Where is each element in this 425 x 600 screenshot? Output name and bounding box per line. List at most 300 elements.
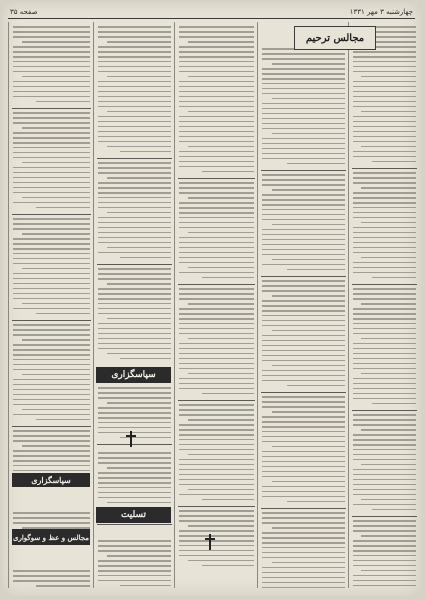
text-line — [262, 143, 345, 145]
text-line — [13, 384, 90, 386]
text-line — [13, 517, 90, 519]
text-line — [262, 587, 345, 588]
text-line — [13, 575, 90, 577]
text-line — [353, 172, 416, 174]
text-line — [262, 58, 345, 60]
text-line — [179, 434, 254, 436]
text-line — [262, 582, 345, 584]
text-line — [179, 353, 254, 355]
text-line — [179, 429, 254, 431]
text-line — [262, 355, 345, 357]
text-line — [13, 414, 90, 416]
section-divider — [178, 400, 255, 401]
text-line — [262, 441, 345, 443]
text-block — [353, 414, 416, 514]
text-line — [179, 474, 254, 476]
text-line — [372, 509, 416, 511]
text-line — [353, 479, 416, 481]
text-line — [262, 577, 345, 579]
text-line — [188, 146, 254, 148]
text-block — [13, 324, 90, 424]
text-line — [353, 363, 416, 365]
text-line — [353, 545, 416, 547]
text-line — [13, 172, 90, 174]
text-line — [13, 354, 90, 356]
text-line — [13, 31, 90, 33]
text-line — [179, 222, 254, 224]
text-line — [98, 570, 171, 572]
text-line — [353, 288, 416, 290]
text-line — [262, 360, 345, 362]
text-block — [353, 172, 416, 282]
text-line — [353, 232, 416, 234]
text-line — [353, 71, 416, 73]
text-line — [188, 419, 254, 421]
text-line — [13, 253, 90, 255]
text-line — [120, 257, 171, 259]
text-line — [13, 324, 90, 326]
text-line — [179, 96, 254, 98]
text-line — [353, 398, 416, 400]
text-line — [179, 378, 254, 380]
text-line — [262, 108, 345, 110]
text-line — [179, 86, 254, 88]
text-line — [98, 101, 171, 103]
text-line — [179, 515, 254, 517]
text-line — [353, 358, 416, 360]
text-line — [98, 293, 171, 295]
text-line — [22, 268, 90, 270]
text-line — [262, 83, 345, 85]
column-2 — [257, 22, 349, 588]
text-line — [287, 501, 345, 503]
cross-icon — [205, 534, 215, 550]
text-line — [98, 197, 171, 199]
text-line — [262, 320, 345, 322]
text-line — [361, 338, 416, 340]
text-line — [262, 456, 345, 458]
text-line — [353, 318, 416, 320]
text-line — [353, 308, 416, 310]
text-block — [179, 182, 254, 282]
section-divider — [352, 284, 417, 285]
text-line — [98, 182, 171, 184]
text-line — [98, 550, 171, 552]
text-line — [272, 295, 345, 297]
text-line — [98, 162, 171, 164]
text-line — [98, 472, 171, 474]
text-line — [361, 464, 416, 466]
text-line — [353, 434, 416, 436]
text-line — [372, 277, 416, 279]
text-line — [353, 328, 416, 330]
text-line — [188, 373, 254, 375]
text-line — [98, 343, 171, 345]
text-block — [179, 404, 254, 504]
section-divider — [261, 508, 346, 509]
section-divider — [352, 168, 417, 169]
text-line — [13, 389, 90, 391]
text-line — [179, 136, 254, 138]
text-line — [179, 262, 254, 264]
text-line — [353, 136, 416, 138]
text-line — [353, 323, 416, 325]
text-line — [262, 401, 345, 403]
text-line — [272, 98, 345, 100]
text-line — [353, 504, 416, 506]
text-line — [36, 207, 90, 209]
issue-date: چهارشنبه ۳ مهر ۱۳۳۱ — [349, 8, 413, 16]
text-line — [262, 542, 345, 544]
text-line — [179, 520, 254, 522]
heading-tasliyat: تسلیت — [96, 507, 171, 523]
text-line — [361, 535, 416, 537]
text-line — [272, 446, 345, 448]
text-line — [107, 41, 171, 43]
text-line — [22, 162, 90, 164]
text-line — [179, 288, 254, 290]
text-line — [98, 237, 171, 239]
text-line — [353, 141, 416, 143]
text-line — [179, 293, 254, 295]
text-block — [353, 288, 416, 408]
text-line — [13, 167, 90, 169]
text-line — [13, 112, 90, 114]
text-line — [107, 467, 171, 469]
text-line — [13, 379, 90, 381]
text-line — [353, 116, 416, 118]
heading-sepasgozari-1: سپاسگزاری — [96, 367, 171, 383]
text-line — [353, 96, 416, 98]
text-line — [120, 585, 171, 587]
text-line — [13, 46, 90, 48]
text-line — [188, 454, 254, 456]
text-line — [353, 444, 416, 446]
text-line — [179, 26, 254, 28]
heading-sepasgozari-2: سپاسگزاری — [12, 473, 90, 487]
text-line — [262, 209, 345, 211]
text-line — [262, 471, 345, 473]
text-line — [13, 238, 90, 240]
text-line — [188, 489, 254, 491]
text-line — [179, 61, 254, 63]
text-line — [262, 345, 345, 347]
text-line — [13, 364, 90, 366]
text-line — [262, 68, 345, 70]
text-block — [98, 162, 171, 262]
text-line — [353, 293, 416, 295]
text-line — [98, 575, 171, 577]
text-line — [107, 318, 171, 320]
text-line — [188, 560, 254, 562]
text-line — [353, 525, 416, 527]
text-line — [353, 459, 416, 461]
text-line — [36, 419, 90, 421]
text-line — [262, 249, 345, 251]
text-line — [98, 116, 171, 118]
text-line — [13, 66, 90, 68]
column-4 — [93, 22, 175, 588]
text-block — [262, 512, 345, 588]
text-line — [353, 197, 416, 199]
text-line — [98, 217, 171, 219]
section-divider — [12, 426, 91, 427]
text-line — [98, 482, 171, 484]
text-line — [272, 411, 345, 413]
section-divider — [178, 284, 255, 285]
text-line — [361, 257, 416, 259]
text-line — [179, 540, 254, 542]
text-line — [262, 572, 345, 574]
text-line — [179, 31, 254, 33]
text-line — [107, 177, 171, 179]
text-line — [22, 303, 90, 305]
text-line — [353, 182, 416, 184]
text-line — [13, 334, 90, 336]
text-line — [202, 393, 255, 395]
text-line — [272, 527, 345, 529]
text-line — [188, 111, 254, 113]
text-line — [179, 242, 254, 244]
text-line — [353, 449, 416, 451]
text-line — [98, 71, 171, 73]
text-line — [262, 88, 345, 90]
text-line — [98, 227, 171, 229]
text-line — [13, 243, 90, 245]
text-line — [353, 575, 416, 577]
text-line — [36, 585, 90, 587]
text-line — [107, 247, 171, 249]
text-line — [98, 273, 171, 275]
text-line — [272, 63, 345, 65]
text-line — [107, 111, 171, 113]
section-divider — [12, 108, 91, 109]
text-line — [98, 422, 171, 424]
text-line — [13, 465, 90, 467]
text-line — [262, 552, 345, 554]
text-block — [98, 268, 171, 363]
text-line — [98, 96, 171, 98]
text-line — [262, 53, 345, 55]
text-line — [13, 512, 90, 514]
text-line — [262, 244, 345, 246]
text-line — [353, 378, 416, 380]
text-line — [179, 449, 254, 451]
section-divider — [352, 516, 417, 517]
section-divider — [261, 392, 346, 393]
column-3 — [174, 22, 258, 588]
text-line — [13, 369, 90, 371]
text-line — [98, 338, 171, 340]
text-line — [98, 328, 171, 330]
text-line — [98, 141, 171, 143]
text-line — [98, 497, 171, 499]
text-line — [13, 81, 90, 83]
text-line — [13, 177, 90, 179]
text-line — [353, 86, 416, 88]
section-divider — [261, 276, 346, 277]
text-line — [98, 545, 171, 547]
text-line — [353, 484, 416, 486]
text-line — [98, 278, 171, 280]
text-line — [353, 61, 416, 63]
text-line — [353, 121, 416, 123]
text-line — [13, 157, 90, 159]
text-line — [202, 499, 255, 501]
section-divider — [178, 178, 255, 179]
text-line — [98, 46, 171, 48]
text-line — [353, 242, 416, 244]
text-line — [179, 348, 254, 350]
text-line — [120, 151, 171, 153]
section-divider — [178, 506, 255, 507]
cross-icon — [126, 431, 136, 447]
text-line — [179, 247, 254, 249]
text-line — [98, 187, 171, 189]
text-line — [107, 76, 171, 78]
text-line — [107, 502, 171, 504]
text-line — [262, 73, 345, 75]
text-line — [272, 133, 345, 135]
text-line — [98, 202, 171, 204]
text-line — [98, 252, 171, 254]
text-line — [98, 387, 171, 389]
text-line — [353, 313, 416, 315]
text-line — [262, 254, 345, 256]
text-line — [22, 41, 90, 43]
text-line — [361, 303, 416, 305]
text-line — [98, 121, 171, 123]
text-line — [98, 462, 171, 464]
text-line — [179, 298, 254, 300]
text-line — [202, 171, 255, 173]
text-line — [262, 280, 345, 282]
text-line — [98, 222, 171, 224]
text-line — [179, 237, 254, 239]
text-line — [98, 31, 171, 33]
text-line — [353, 393, 416, 395]
text-line — [188, 267, 254, 269]
text-line — [361, 222, 416, 224]
text-line — [262, 461, 345, 463]
text-line — [98, 56, 171, 58]
text-line — [179, 545, 254, 547]
text-line — [179, 156, 254, 158]
text-line — [272, 330, 345, 332]
text-line — [98, 167, 171, 169]
text-line — [98, 540, 171, 542]
text-line — [353, 419, 416, 421]
text-line — [353, 177, 416, 179]
text-block — [98, 26, 171, 156]
text-line — [262, 421, 345, 423]
text-line — [262, 375, 345, 377]
text-line — [13, 349, 90, 351]
text-line — [98, 81, 171, 83]
text-line — [98, 308, 171, 310]
text-line — [22, 76, 90, 78]
text-line — [361, 373, 416, 375]
text-line — [353, 424, 416, 426]
heading-majalis-tarhim: مجالس ترحیم — [294, 26, 376, 50]
text-block — [13, 26, 90, 106]
text-line — [179, 257, 254, 259]
text-line — [179, 550, 254, 552]
text-line — [262, 204, 345, 206]
text-line — [262, 310, 345, 312]
text-line — [98, 106, 171, 108]
text-line — [353, 151, 416, 153]
text-line — [98, 242, 171, 244]
column-1 — [348, 22, 420, 588]
text-line — [98, 126, 171, 128]
text-line — [353, 580, 416, 582]
section-divider — [97, 158, 172, 159]
text-line — [353, 469, 416, 471]
text-line — [262, 512, 345, 514]
text-line — [179, 272, 254, 274]
text-line — [202, 565, 255, 567]
text-line — [179, 318, 254, 320]
text-line — [13, 61, 90, 63]
text-line — [179, 252, 254, 254]
text-line — [13, 117, 90, 119]
text-line — [353, 383, 416, 385]
text-line — [13, 147, 90, 149]
text-line — [13, 404, 90, 406]
text-line — [13, 91, 90, 93]
section-divider — [352, 410, 417, 411]
text-line — [179, 126, 254, 128]
text-block — [353, 520, 416, 588]
text-line — [353, 202, 416, 204]
text-line — [262, 239, 345, 241]
text-line — [179, 444, 254, 446]
section-divider — [12, 214, 91, 215]
text-line — [272, 365, 345, 367]
text-line — [98, 492, 171, 494]
text-line — [98, 298, 171, 300]
text-line — [13, 132, 90, 134]
text-line — [287, 163, 345, 165]
text-line — [262, 496, 345, 498]
text-block — [98, 540, 171, 588]
text-line — [13, 288, 90, 290]
text-line — [13, 450, 90, 452]
text-line — [179, 464, 254, 466]
text-line — [13, 51, 90, 53]
text-line — [262, 396, 345, 398]
text-line — [262, 522, 345, 524]
text-line — [353, 227, 416, 229]
text-line — [262, 148, 345, 150]
text-line — [272, 259, 345, 261]
text-line — [13, 36, 90, 38]
text-line — [353, 272, 416, 274]
text-line — [262, 426, 345, 428]
text-line — [353, 474, 416, 476]
text-line — [98, 36, 171, 38]
text-line — [98, 26, 171, 28]
text-line — [13, 122, 90, 124]
text-line — [179, 459, 254, 461]
text-line — [188, 76, 254, 78]
text-line — [179, 46, 254, 48]
text-line — [179, 166, 254, 168]
text-line — [179, 217, 254, 219]
text-line — [262, 194, 345, 196]
text-line — [36, 313, 90, 315]
